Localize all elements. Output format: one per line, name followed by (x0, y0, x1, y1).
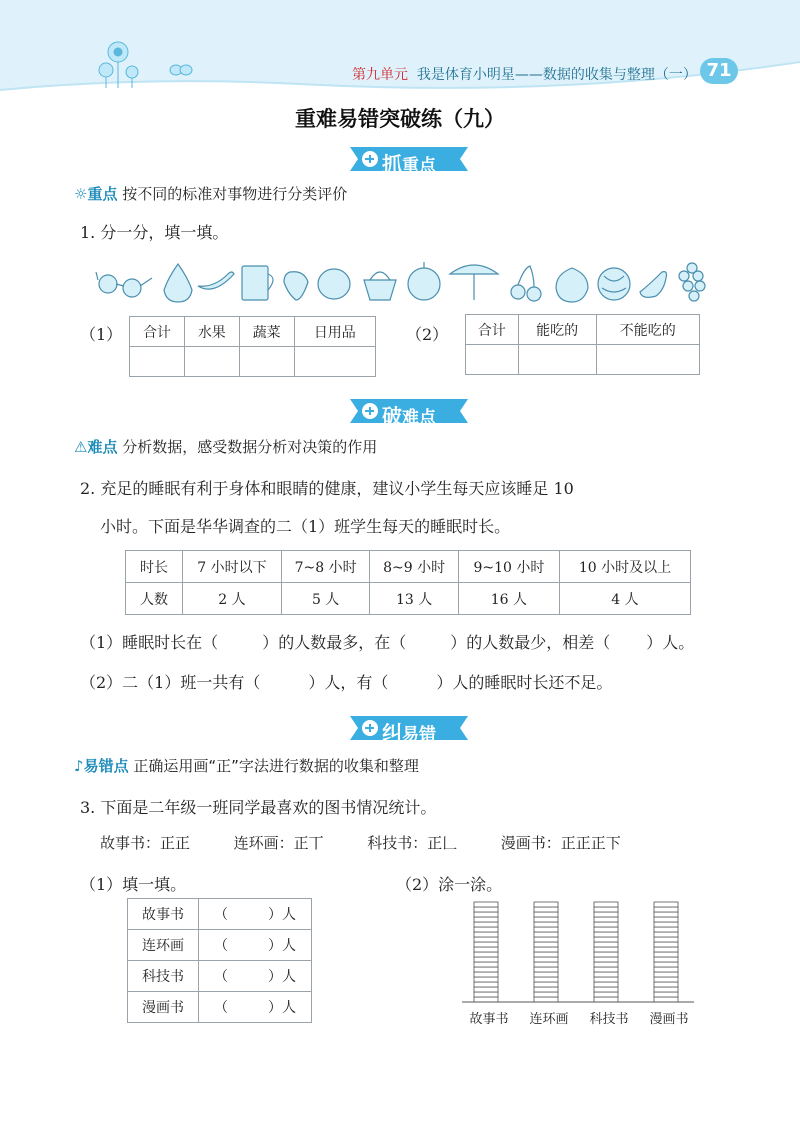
coloring-cell[interactable] (654, 947, 678, 952)
coloring-cell[interactable] (594, 932, 618, 937)
tally-mark: 正正 (160, 834, 191, 852)
coloring-cell[interactable] (594, 992, 618, 997)
coloring-cell[interactable] (474, 952, 498, 957)
coloring-cell[interactable] (534, 977, 558, 982)
coloring-cell[interactable] (474, 937, 498, 942)
key-point-tag: 重点 (87, 185, 118, 203)
q1-table1-answer-cell[interactable] (294, 347, 375, 377)
coloring-cell[interactable] (594, 942, 618, 947)
unit-title (352, 64, 697, 84)
q2-sub1-text: ）人。 (646, 633, 695, 652)
sleep-table-row-label: 人数 (126, 583, 183, 615)
book-count-cell[interactable] (199, 992, 312, 1023)
mug-icon (242, 266, 273, 300)
paren-close: ）人 (268, 1000, 296, 1016)
coloring-cell[interactable] (534, 952, 558, 957)
q2-sub1 (80, 630, 694, 653)
tally-label: 故事书： (100, 834, 161, 852)
page-title: 重难易错突破练（九） (295, 107, 505, 131)
coloring-cell[interactable] (534, 972, 558, 977)
coloring-column[interactable] (654, 902, 678, 1002)
coloring-cell[interactable] (534, 937, 558, 942)
glasses-icon (96, 272, 152, 297)
q1-table1-answer-cell[interactable] (184, 347, 239, 377)
coloring-cell[interactable] (594, 982, 618, 987)
book-name: 漫画书 (128, 992, 199, 1023)
coloring-column[interactable] (594, 902, 618, 1002)
pear-icon (164, 264, 192, 302)
coloring-cell[interactable] (534, 907, 558, 912)
coloring-cell[interactable] (474, 917, 498, 922)
coloring-cell[interactable] (594, 957, 618, 962)
q1-table1-header: 合计 (130, 317, 185, 347)
coloring-cell[interactable] (654, 912, 678, 917)
q2-sub2-text: ）人，有（ (308, 673, 389, 692)
coloring-cell[interactable] (534, 927, 558, 932)
paren-open: （ (214, 938, 228, 954)
chart-label: 漫画书 (649, 1012, 689, 1027)
q2-sub1-text: ）的人数最少，相差（ (450, 633, 611, 652)
unit-topic: 我是体育小明星——数据的收集与整理（一） (416, 67, 697, 83)
coloring-cell[interactable] (474, 967, 498, 972)
coloring-cell[interactable] (474, 947, 498, 952)
coloring-cell[interactable] (594, 987, 618, 992)
sleep-table-cell: 16 人 (458, 583, 559, 615)
sleep-table-cell: 2 人 (183, 583, 282, 615)
coloring-cell[interactable] (654, 982, 678, 987)
q1-table1-header: 蔬菜 (239, 317, 294, 347)
apple-icon (408, 262, 440, 300)
sleep-table-header: 7 小时以下 (183, 551, 282, 583)
coloring-cell[interactable] (594, 952, 618, 957)
coloring-cell[interactable] (594, 947, 618, 952)
q1-table1-header: 日用品 (294, 317, 375, 347)
paren-open: （ (214, 1000, 228, 1016)
key-point-line (74, 183, 347, 204)
book-name: 连环画 (128, 930, 199, 961)
coloring-cell[interactable] (534, 917, 558, 922)
cabbage-icon (598, 268, 630, 300)
book-fill-table (127, 898, 312, 1023)
coloring-cell[interactable] (474, 977, 498, 982)
sleep-table-cell: 4 人 (559, 583, 690, 615)
book-name: 故事书 (128, 899, 199, 930)
tomato-icon (318, 269, 350, 299)
coloring-cell[interactable] (474, 902, 498, 907)
coloring-cell[interactable] (654, 907, 678, 912)
paren-close: ）人 (268, 907, 296, 923)
coloring-cell[interactable] (594, 902, 618, 907)
coloring-cell[interactable] (534, 967, 558, 972)
coloring-cell[interactable] (474, 992, 498, 997)
q1-table1-answer-cell[interactable] (239, 347, 294, 377)
q1-table1-header: 水果 (184, 317, 239, 347)
coloring-cell[interactable] (654, 927, 678, 932)
coloring-cell[interactable] (654, 917, 678, 922)
coloring-cell[interactable] (534, 922, 558, 927)
coloring-cell[interactable] (654, 922, 678, 927)
tally-mark: 正丅 (293, 834, 324, 852)
sleep-table-header: 9~10 小时 (458, 551, 559, 583)
difficult-point-tag: 难点 (87, 438, 118, 456)
banner-difficult-rest: 难点 (402, 408, 436, 428)
question-2-line-1: 2. 充足的睡眠有利于身体和眼睛的健康，建议小学生每天应该睡足 10 (80, 479, 574, 498)
chart-label: 科技书 (589, 1012, 629, 1027)
coloring-cell[interactable] (594, 912, 618, 917)
sleep-table (125, 550, 691, 615)
banner-error-rest: 易错 (402, 725, 436, 745)
book-name: 科技书 (128, 961, 199, 992)
q1-table-2 (465, 314, 700, 375)
q1-table-1 (129, 316, 376, 377)
peach-icon (556, 268, 588, 302)
q1-table2-header: 能吃的 (518, 315, 596, 345)
tally-label: 连环画： (233, 834, 294, 852)
coloring-cell[interactable] (534, 902, 558, 907)
coloring-cell[interactable] (654, 932, 678, 937)
page-number: 71 (700, 58, 738, 84)
coloring-columns[interactable] (474, 902, 678, 1002)
question-2-line-2: 小时。下面是华华调查的二（1）班学生每天的睡眠时长。 (100, 517, 511, 536)
coloring-cell[interactable] (474, 907, 498, 912)
coloring-cell[interactable] (534, 962, 558, 967)
sleep-table-header: 10 小时及以上 (559, 551, 690, 583)
q2-sub2-text: ）人的睡眠时长还不足。 (436, 673, 613, 692)
coloring-cell[interactable] (474, 942, 498, 947)
coloring-cell[interactable] (594, 967, 618, 972)
bulb-icon: ☼ (74, 185, 88, 203)
chili-icon (198, 272, 234, 289)
coloring-cell[interactable] (594, 962, 618, 967)
difficult-point-line (74, 436, 377, 457)
error-point-tag: 易错点 (83, 757, 129, 775)
book-count-cell[interactable] (199, 930, 312, 961)
coloring-cell[interactable] (474, 912, 498, 917)
sleep-table-header: 7~8 小时 (281, 551, 370, 583)
coloring-cell[interactable] (654, 992, 678, 997)
error-point-line (74, 755, 419, 776)
coloring-cell[interactable] (594, 917, 618, 922)
paren-close: ）人 (268, 938, 296, 954)
coloring-cell[interactable] (594, 927, 618, 932)
unit-number: 第九单元 (352, 67, 408, 83)
coloring-cell[interactable] (594, 972, 618, 977)
coloring-cell[interactable] (534, 957, 558, 962)
coloring-cell[interactable] (654, 957, 678, 962)
paren-open: （ (214, 969, 228, 985)
coloring-cell[interactable] (594, 997, 618, 1002)
banner-key-points (344, 146, 474, 176)
coloring-cell[interactable] (594, 937, 618, 942)
eggplant-icon (640, 272, 667, 298)
coloring-cell[interactable] (474, 927, 498, 932)
coloring-cell[interactable] (534, 987, 558, 992)
coloring-cell[interactable] (654, 987, 678, 992)
coloring-cell[interactable] (654, 942, 678, 947)
q2-sub2-text: （2）二（1）班一共有（ (80, 673, 261, 692)
banner-key-rest: 重点 (402, 156, 436, 176)
q1-table2-answer-cell[interactable] (596, 345, 699, 375)
q1-part2-label: （2） (406, 325, 449, 344)
grapes-icon (679, 263, 705, 301)
q2-sub1-text: （1）睡眠时长在（ (80, 633, 219, 652)
coloring-cell[interactable] (654, 977, 678, 982)
coloring-cell[interactable] (534, 982, 558, 987)
coloring-cell[interactable] (474, 922, 498, 927)
cherry-icon (511, 266, 541, 301)
coloring-cell[interactable] (654, 937, 678, 942)
q2-sub1-text: ）的人数最多，在（ (262, 633, 407, 652)
q1-item-pictures (94, 256, 714, 304)
coloring-column[interactable] (534, 902, 558, 1002)
coloring-cell[interactable] (474, 987, 498, 992)
book-count-cell[interactable] (199, 961, 312, 992)
chart-label: 故事书 (469, 1012, 509, 1027)
coloring-chart (462, 894, 694, 1006)
chart-label: 连环画 (529, 1012, 569, 1027)
bell-icon: ♪ (74, 757, 84, 775)
banner-difficult-big: 破 (382, 404, 402, 428)
basket-icon (364, 272, 396, 300)
q1-table1-answer-cell[interactable] (130, 347, 185, 377)
butterfly-decoration (170, 65, 192, 75)
coloring-cell[interactable] (474, 957, 498, 962)
sleep-table-cell: 5 人 (281, 583, 370, 615)
q1-table2-answer-cell[interactable] (466, 345, 519, 375)
paren-close: ）人 (268, 969, 296, 985)
tally-label: 科技书： (367, 834, 428, 852)
banner-error-big: 纠 (382, 721, 402, 745)
banner-difficult-points (344, 398, 474, 428)
coloring-cell[interactable] (474, 982, 498, 987)
coloring-cell[interactable] (534, 947, 558, 952)
coloring-cell[interactable] (474, 997, 498, 1002)
question-3-text: 3. 下面是二年级一班同学最喜欢的图书情况统计。 (80, 798, 437, 817)
coloring-cell[interactable] (654, 962, 678, 967)
question-1-text: 1. 分一分，填一填。 (80, 223, 229, 242)
q3-part1-label: （1）填一填。 (80, 875, 187, 894)
coloring-cell[interactable] (654, 902, 678, 907)
q1-table2-header: 不能吃的 (596, 315, 699, 345)
coloring-cell[interactable] (534, 992, 558, 997)
coloring-cell[interactable] (534, 942, 558, 947)
tally-mark: 正𠃊 (427, 834, 458, 852)
sleep-table-header: 时长 (126, 551, 183, 583)
coloring-cell[interactable] (654, 972, 678, 977)
banner-error-points (344, 715, 474, 745)
coloring-cell[interactable] (474, 962, 498, 967)
coloring-chart-labels (459, 1008, 699, 1027)
coloring-cell[interactable] (594, 922, 618, 927)
coloring-cell[interactable] (474, 932, 498, 937)
tally-label: 漫画书： (500, 834, 561, 852)
paren-open: （ (214, 907, 228, 923)
coloring-cell[interactable] (474, 972, 498, 977)
sleep-table-cell: 13 人 (370, 583, 459, 615)
coloring-cell[interactable] (534, 932, 558, 937)
q2-sub2 (80, 670, 612, 693)
book-count-cell[interactable] (199, 899, 312, 930)
coloring-cell[interactable] (534, 912, 558, 917)
coloring-cell[interactable] (594, 907, 618, 912)
banner-key-big: 抓 (382, 152, 402, 176)
tally-line (100, 832, 621, 853)
strawberry-icon (284, 272, 308, 300)
coloring-cell[interactable] (534, 997, 558, 1002)
key-point-desc: 按不同的标准对事物进行分类评价 (122, 185, 348, 203)
sleep-table-header: 8~9 小时 (370, 551, 459, 583)
tally-mark: 正正正下 (560, 834, 621, 852)
error-point-desc: 正确运用画“正”字法进行数据的收集和整理 (133, 757, 419, 775)
umbrella-icon (450, 265, 498, 300)
coloring-cell[interactable] (654, 952, 678, 957)
coloring-cell[interactable] (594, 977, 618, 982)
q1-table2-header: 合计 (466, 315, 519, 345)
difficult-point-desc: 分析数据，感受数据分析对决策的作用 (122, 438, 378, 456)
coloring-cell[interactable] (654, 997, 678, 1002)
q1-table2-answer-cell[interactable] (518, 345, 596, 375)
coloring-column[interactable] (474, 902, 498, 1002)
q1-part1-label: （1） (80, 325, 123, 344)
q3-part2-label: （2）涂一涂。 (396, 875, 503, 894)
warning-icon: ⚠ (74, 438, 88, 456)
coloring-cell[interactable] (654, 967, 678, 972)
